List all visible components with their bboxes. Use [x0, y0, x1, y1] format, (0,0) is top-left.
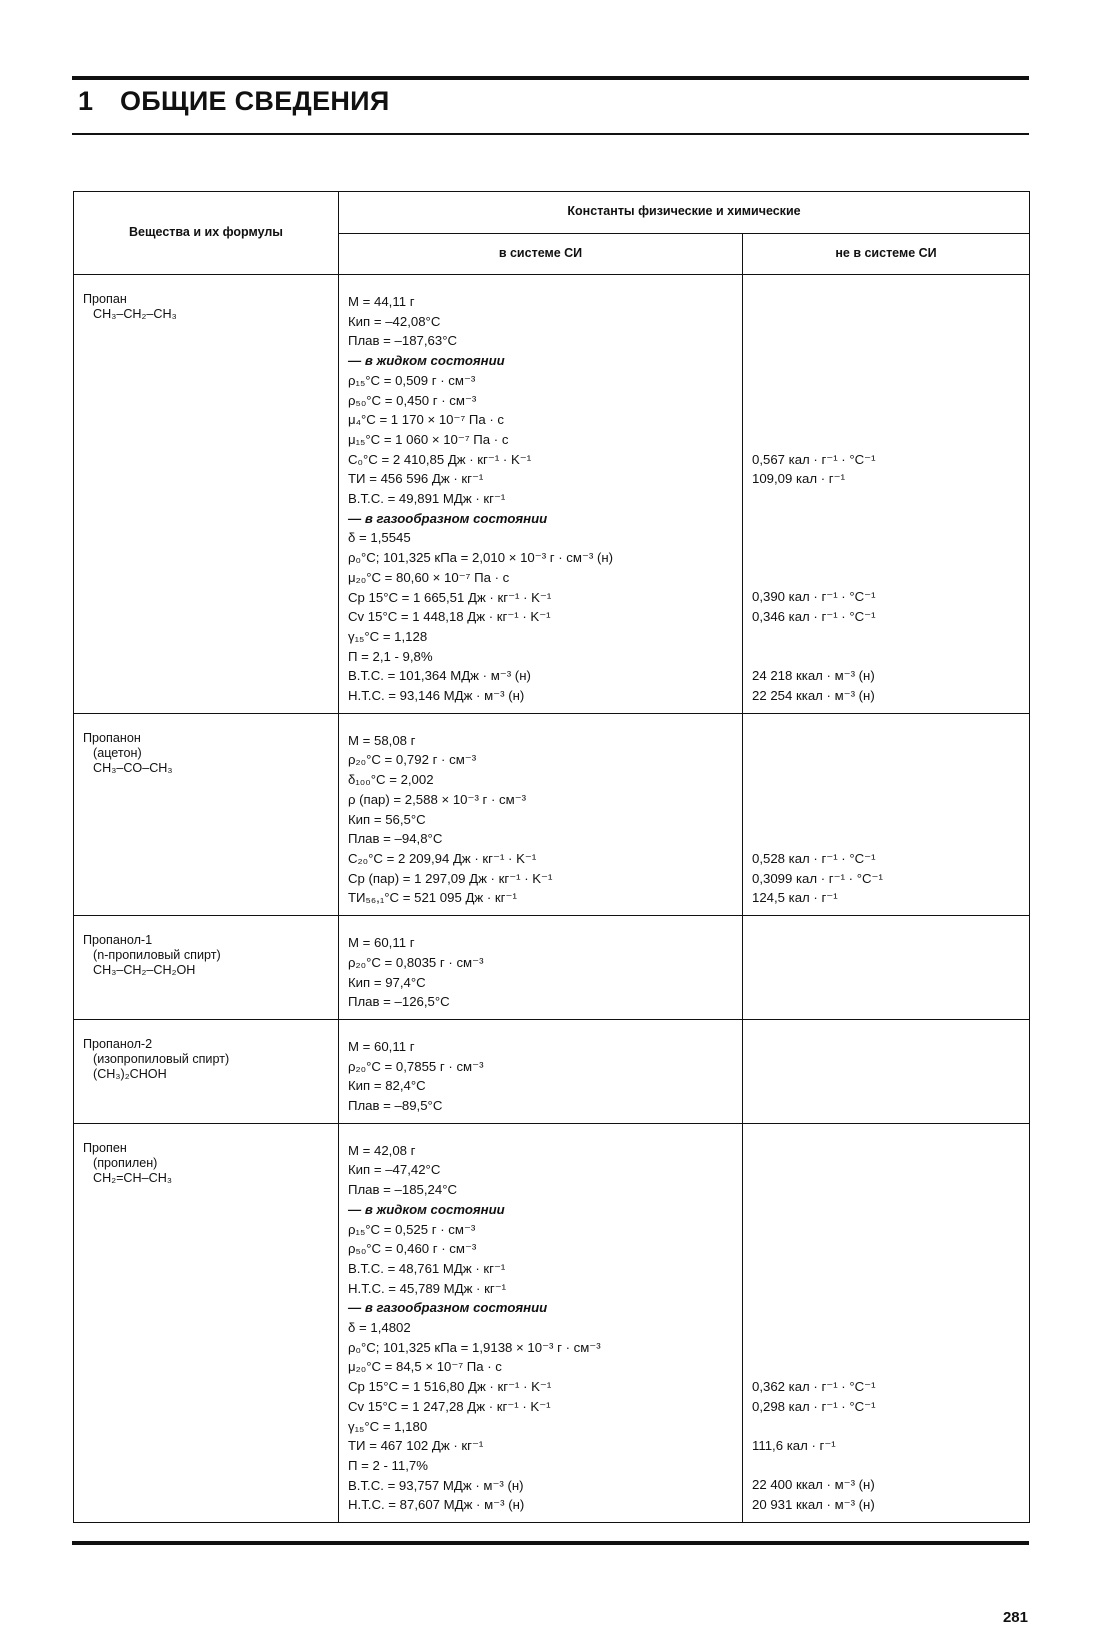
si-value-line: Н.Т.С. = 45,789 МДж · кг⁻¹	[348, 1280, 507, 1296]
non-si-value-line	[752, 1318, 1021, 1338]
si-value-line: Кип = –42,08°C	[348, 313, 441, 329]
non-si-value-line	[752, 312, 1021, 332]
non-si-value-line	[752, 1141, 1021, 1161]
si-values-cell	[339, 916, 743, 1020]
substance-formula-line: CH₃–CO–CH₃	[93, 760, 173, 775]
si-value-line: Плав = –185,24°C	[348, 1182, 458, 1198]
substance-cell	[74, 1019, 339, 1123]
non-si-value-line	[752, 548, 1021, 568]
si-value-line: — в газообразном состоянии	[348, 1300, 548, 1316]
non-si-value-line: 22 400 ккал · м⁻³ (н)	[752, 1477, 875, 1493]
si-value-line: M = 44,11 г	[348, 294, 415, 309]
substance-name: Пропанон	[83, 730, 141, 745]
si-value-line: μ₂₀°C = 84,5 × 10⁻⁷ Па · с	[348, 1359, 502, 1375]
si-values-cell	[339, 1019, 743, 1123]
table-row	[74, 916, 1030, 1020]
si-value-line: В.Т.С. = 93,757 МДж · м⁻³ (н)	[348, 1477, 524, 1493]
non-si-values-cell	[743, 275, 1030, 714]
non-si-value-line	[752, 1259, 1021, 1279]
si-value-line: C₀°C = 2 410,85 Дж · кг⁻¹ · K⁻¹	[348, 451, 532, 467]
non-si-value-line	[752, 1456, 1021, 1476]
si-value-line: Плав = –94,8°C	[348, 831, 443, 847]
si-value-line: Плав = –187,63°C	[348, 333, 458, 349]
header-substances: Вещества и их формулы	[74, 192, 339, 275]
non-si-value-line: 20 931 ккал · м⁻³ (н)	[752, 1497, 875, 1513]
substance-formula-line: CH₃–CH₂–CH₂OH	[93, 963, 196, 978]
non-si-value-line	[752, 1219, 1021, 1239]
substance-formula-line: (CH₃)₂CHOH	[93, 1066, 167, 1081]
si-value-line: ρ (пар) = 2,588 × 10⁻³ г · см⁻³	[348, 791, 527, 807]
non-si-value-line: 22 254 ккал · м⁻³ (н)	[752, 687, 875, 703]
non-si-value-line	[752, 390, 1021, 410]
non-si-value-line	[752, 509, 1021, 529]
non-si-value-line	[752, 410, 1021, 430]
non-si-value-line	[752, 430, 1021, 450]
substance-formula-line: (изопропиловый спирт)	[93, 1051, 230, 1066]
si-value-line: ρ₁₅°C = 0,525 г · см⁻³	[348, 1221, 476, 1237]
non-si-value-line	[752, 1338, 1021, 1358]
bottom-rule	[72, 1541, 1029, 1545]
si-value-line: C₂₀°C = 2 209,94 Дж · кг⁻¹ · K⁻¹	[348, 850, 537, 866]
substance-name: Пропан	[83, 292, 127, 306]
si-value-line: M = 60,11 г	[348, 935, 415, 951]
si-value-line: — в газообразном состоянии	[348, 510, 548, 526]
si-value-line: Н.Т.С. = 93,146 МДж · м⁻³ (н)	[348, 688, 525, 704]
si-value-line: П = 2,1 - 9,8%	[348, 648, 433, 664]
non-si-value-line	[752, 1160, 1021, 1180]
si-value-line: Cv 15°C = 1 247,28 Дж · кг⁻¹ · K⁻¹	[348, 1398, 551, 1414]
substance-cell	[74, 916, 339, 1020]
si-value-line: M = 42,08 г	[348, 1142, 416, 1158]
non-si-value-line	[752, 646, 1021, 666]
si-value-line: ρ₀°C; 101,325 кПа = 2,010 × 10⁻³ г · см⁻³ (н)	[348, 550, 614, 566]
non-si-values-cell	[743, 1019, 1030, 1123]
header-si: в системе СИ	[339, 233, 743, 275]
substance-cell	[74, 275, 339, 714]
non-si-value-line	[752, 371, 1021, 391]
si-value-line: δ₁₀₀°C = 2,002	[348, 772, 434, 788]
non-si-value-line: 0,567 кал · г⁻¹ · °C⁻¹	[752, 451, 876, 467]
substance-cell	[74, 713, 339, 915]
si-value-line: — в жидком состоянии	[348, 1201, 505, 1217]
page-number: 281	[1002, 1609, 1028, 1626]
non-si-value-line: 109,09 кал · г⁻¹	[752, 471, 845, 487]
substance-cell	[74, 1123, 339, 1522]
non-si-value-line: 0,298 кал · г⁻¹ · °C⁻¹	[752, 1398, 876, 1414]
table-row	[74, 713, 1030, 915]
non-si-value-line	[752, 1180, 1021, 1200]
non-si-value-line	[752, 1357, 1021, 1377]
si-value-line: δ = 1,5545	[348, 530, 411, 546]
non-si-values-cell	[743, 1123, 1030, 1522]
section-heading	[78, 86, 390, 117]
non-si-value-line	[752, 1416, 1021, 1436]
si-value-line: M = 58,08 г	[348, 732, 416, 748]
si-values-cell	[339, 275, 743, 714]
si-value-line: — в жидком состоянии	[348, 353, 505, 369]
substance-formula-line: (n-пропиловый спирт)	[93, 948, 221, 963]
section-number: 1	[78, 86, 94, 116]
non-si-value-line	[752, 292, 1021, 312]
si-value-line: Cp 15°C = 1 516,80 Дж · кг⁻¹ · K⁻¹	[348, 1379, 552, 1395]
non-si-value-line	[752, 1279, 1021, 1299]
section-title: ОБЩИЕ СВЕДЕНИЯ	[120, 86, 390, 116]
si-value-line: ρ₂₀°C = 0,792 г · см⁻³	[348, 752, 477, 768]
non-si-value-line: 0,346 кал · г⁻¹ · °C⁻¹	[752, 609, 876, 625]
non-si-value-line	[752, 790, 1021, 810]
si-value-line: Плав = –126,5°C	[348, 994, 450, 1010]
si-value-line: Н.Т.С. = 87,607 МДж · м⁻³ (н)	[348, 1497, 525, 1513]
non-si-value-line: 111,6 кал · г⁻¹	[752, 1438, 836, 1454]
si-value-line: Cp (пар) = 1 297,09 Дж · кг⁻¹ · K⁻¹	[348, 870, 553, 886]
si-value-line: П = 2 - 11,7%	[348, 1457, 428, 1473]
si-value-line: ρ₂₀°C = 0,7855 г · см⁻³	[348, 1058, 484, 1074]
non-si-value-line	[752, 829, 1021, 849]
non-si-value-line: 124,5 кал · г⁻¹	[752, 890, 838, 906]
table-row	[74, 1123, 1030, 1522]
si-value-line: Кип = 82,4°C	[348, 1078, 426, 1094]
si-value-line: ρ₅₀°C = 0,450 г · см⁻³	[348, 392, 477, 408]
si-value-line: Кип = 97,4°C	[348, 974, 426, 990]
si-value-line: ТИ = 467 102 Дж · кг⁻¹	[348, 1438, 484, 1454]
non-si-value-line	[752, 489, 1021, 509]
substance-formula-line: CH₃–CH₂–CH₃	[93, 307, 177, 321]
non-si-value-line	[752, 1200, 1021, 1220]
non-si-value-line	[752, 1298, 1021, 1318]
non-si-value-line: 0,362 кал · г⁻¹ · °C⁻¹	[752, 1378, 876, 1394]
si-value-line: Кип = –47,42°C	[348, 1162, 441, 1178]
si-values-cell	[339, 713, 743, 915]
non-si-value-line	[752, 750, 1021, 770]
constants-table	[73, 191, 1030, 1523]
si-value-line: δ = 1,4802	[348, 1320, 411, 1336]
non-si-value-line	[752, 568, 1021, 588]
si-value-line: M = 60,11 г	[348, 1038, 415, 1054]
header-constants: Константы физические и химические	[339, 192, 1030, 234]
si-value-line: В.Т.С. = 101,364 МДж · м⁻³ (н)	[348, 668, 531, 684]
table-row	[74, 1019, 1030, 1123]
non-si-value-line: 0,3099 кал · г⁻¹ · °C⁻¹	[752, 870, 883, 886]
non-si-value-line	[752, 810, 1021, 830]
non-si-values-cell	[743, 916, 1030, 1020]
substance-name: Пропанол-2	[83, 1036, 153, 1051]
non-si-value-line	[752, 528, 1021, 548]
table-row	[74, 275, 1030, 714]
si-value-line: μ₄°C = 1 170 × 10⁻⁷ Па · с	[348, 412, 505, 428]
si-value-line: В.Т.С. = 48,761 МДж · кг⁻¹	[348, 1260, 506, 1276]
si-value-line: μ₂₀°C = 80,60 × 10⁻⁷ Па · с	[348, 569, 510, 585]
si-value-line: Плав = –89,5°C	[348, 1098, 443, 1114]
si-value-line: ТИ₅₆,₁°C = 521 095 Дж · кг⁻¹	[348, 890, 517, 906]
substance-formula-line: (пропилен)	[93, 1155, 158, 1170]
non-si-value-line: 24 218 ккал · м⁻³ (н)	[752, 668, 875, 684]
non-si-value-line	[752, 770, 1021, 790]
si-value-line: μ₁₅°C = 1 060 × 10⁻⁷ Па · с	[348, 431, 509, 447]
non-si-value-line	[752, 731, 1021, 751]
si-value-line: ρ₂₀°C = 0,8035 г · см⁻³	[348, 954, 484, 970]
substance-name: Пропен	[83, 1140, 127, 1155]
non-si-values-cell	[743, 713, 1030, 915]
substance-formula-line: CH₂=CH–CH₃	[93, 1170, 172, 1185]
non-si-value-line	[752, 627, 1021, 647]
table-body	[74, 275, 1030, 1523]
substance-formula-line: (ацетон)	[93, 745, 142, 760]
si-value-line: γ₁₅°C = 1,128	[348, 628, 428, 644]
non-si-value-line: 0,390 кал · г⁻¹ · °C⁻¹	[752, 589, 876, 605]
header-non-si: не в системе СИ	[743, 233, 1030, 275]
si-value-line: ρ₅₀°C = 0,460 г · см⁻³	[348, 1241, 477, 1257]
non-si-value-line	[752, 331, 1021, 351]
si-value-line: В.Т.С. = 49,891 МДж · кг⁻¹	[348, 491, 506, 507]
si-values-cell	[339, 1123, 743, 1522]
si-value-line: ρ₁₅°C = 0,509 г · см⁻³	[348, 372, 476, 388]
si-value-line: Cp 15°C = 1 665,51 Дж · кг⁻¹ · K⁻¹	[348, 589, 552, 605]
heading-underline	[72, 133, 1029, 135]
si-value-line: γ₁₅°C = 1,180	[348, 1418, 428, 1434]
non-si-value-line	[752, 351, 1021, 371]
si-value-line: Кип = 56,5°C	[348, 811, 426, 827]
non-si-value-line	[752, 1239, 1021, 1259]
si-value-line: ТИ = 456 596 Дж · кг⁻¹	[348, 471, 484, 487]
top-rule	[72, 76, 1029, 80]
si-value-line: ρ₀°C; 101,325 кПа = 1,9138 × 10⁻³ г · см⁻³	[348, 1339, 601, 1355]
non-si-value-line: 0,528 кал · г⁻¹ · °C⁻¹	[752, 850, 876, 866]
si-value-line: Cv 15°C = 1 448,18 Дж · кг⁻¹ · K⁻¹	[348, 609, 551, 625]
substance-name: Пропанол-1	[83, 933, 153, 948]
